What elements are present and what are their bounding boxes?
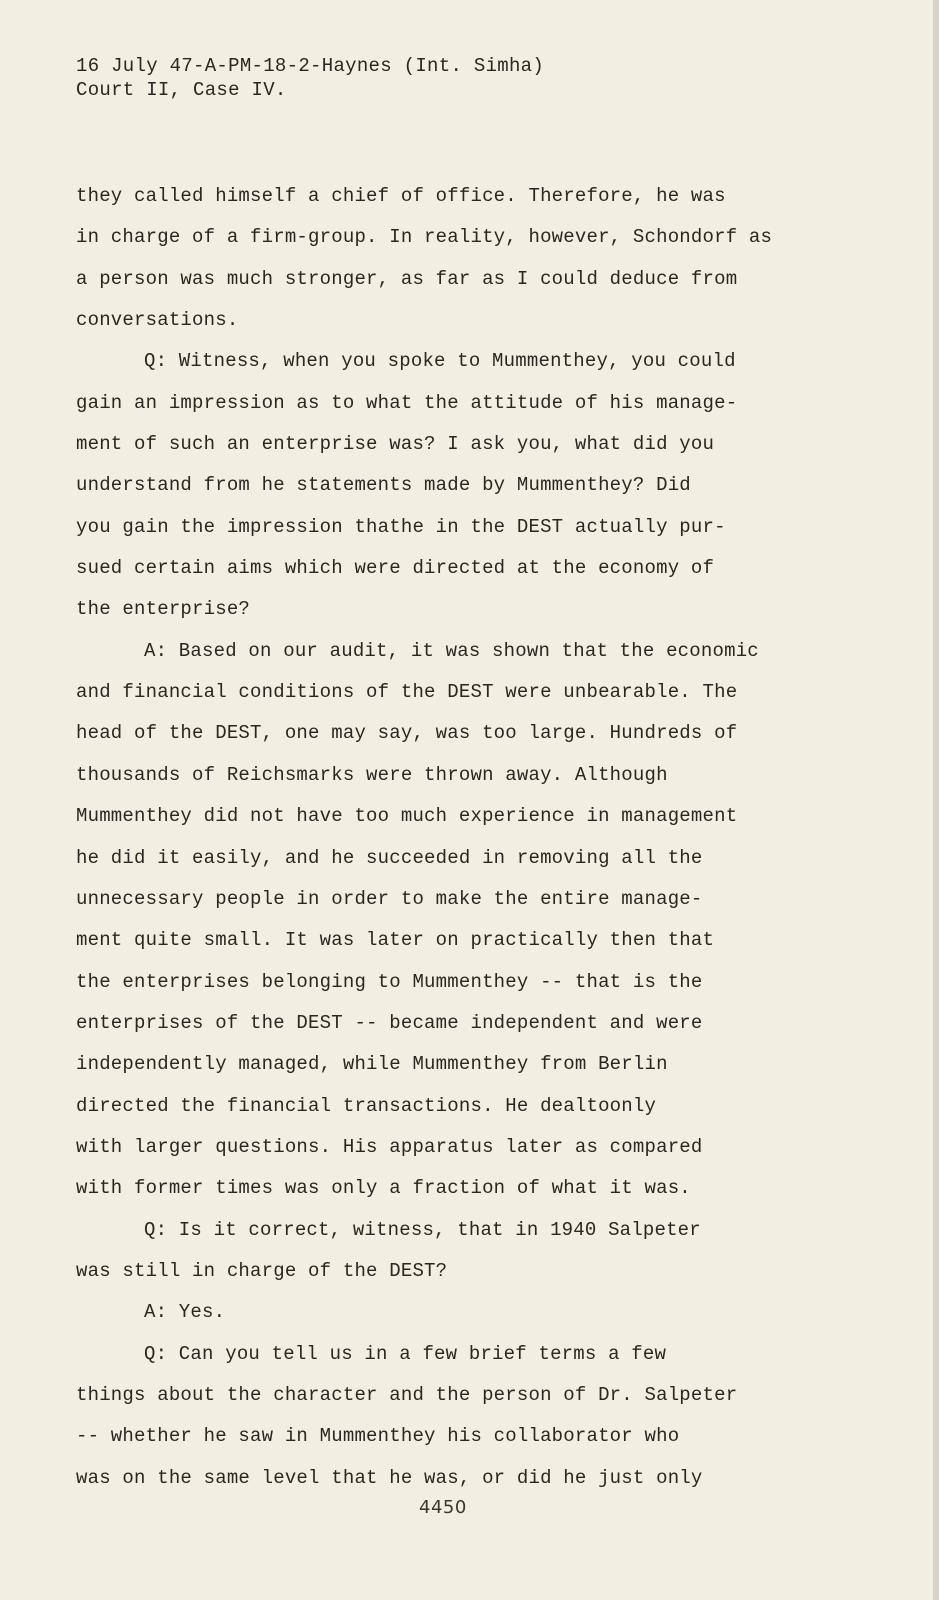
page-number: 4450 bbox=[419, 1497, 467, 1518]
text-line: in charge of a firm-group. In reality, however, Schondorf as bbox=[76, 226, 773, 249]
text-line: independently managed, while Mummenthey from Berlin bbox=[76, 1053, 668, 1076]
text-line: gain an impression as to what the attitude of his manage- bbox=[76, 391, 738, 414]
question-line: Q: Witness, when you spoke to Mummenthey, you could bbox=[144, 350, 736, 373]
text-line: a person was much stronger, as far as I could deduce from bbox=[76, 267, 738, 290]
text-line: they called himself a chief of office. Therefore, he was bbox=[76, 185, 726, 207]
text-line: was on the same level that he was, or did he just only bbox=[76, 1466, 703, 1489]
answer-line: A: Yes. bbox=[144, 1301, 226, 1324]
text-line: with former times was only a fraction of what it was. bbox=[76, 1177, 691, 1200]
text-line: the enterprises belonging to Mummenthey -- that is the bbox=[76, 970, 703, 993]
text-line: things about the character and the person of Dr. Salpeter bbox=[76, 1383, 738, 1406]
question-line: Q: Is it correct, witness, that in 1940 Salpeter bbox=[144, 1218, 701, 1241]
text-line: head of the DEST, one may say, was too large. Hundreds of bbox=[76, 722, 738, 745]
text-line: -- whether he saw in Mummenthey his collaborator who bbox=[76, 1425, 680, 1448]
transcript-body bbox=[76, 176, 846, 1499]
text-line: you gain the impression thathe in the DEST actually pur- bbox=[76, 515, 726, 538]
text-line: unnecessary people in order to make the entire manage- bbox=[76, 887, 703, 910]
text-line: with larger questions. His apparatus later as compared bbox=[76, 1135, 703, 1158]
text-line: ment of such an enterprise was? I ask you, what did you bbox=[76, 433, 715, 456]
text-line: the enterprise? bbox=[76, 598, 251, 621]
text-line: sued certain aims which were directed at the economy of bbox=[76, 557, 715, 580]
text-line: enterprises of the DEST -- became independent and were bbox=[76, 1011, 703, 1034]
question-line: Q: Can you tell us in a few brief terms a few bbox=[144, 1342, 667, 1365]
header-date-line: 16 July 47-A-PM-18-2-Haynes (Int. Simha) bbox=[76, 55, 545, 77]
text-line: was still in charge of the DEST? bbox=[76, 1259, 448, 1282]
document-header bbox=[76, 54, 544, 102]
header-court-line: Court II, Case IV. bbox=[76, 79, 287, 101]
text-line: he did it easily, and he succeeded in removing all the bbox=[76, 846, 703, 869]
text-line: ment quite small. It was later on practically then that bbox=[76, 929, 715, 952]
text-line: thousands of Reichsmarks were thrown away. Although bbox=[76, 763, 668, 786]
text-line: directed the financial transactions. He dealtoonly bbox=[76, 1094, 657, 1117]
text-line: and financial conditions of the DEST were unbearable. The bbox=[76, 681, 738, 704]
answer-line: A: Based on our audit, it was shown that the economic bbox=[144, 639, 759, 662]
text-line: conversations. bbox=[76, 309, 239, 332]
text-line: Mummenthey did not have too much experience in management bbox=[76, 805, 738, 828]
text-line: understand from he statements made by Mummenthey? Did bbox=[76, 474, 691, 497]
